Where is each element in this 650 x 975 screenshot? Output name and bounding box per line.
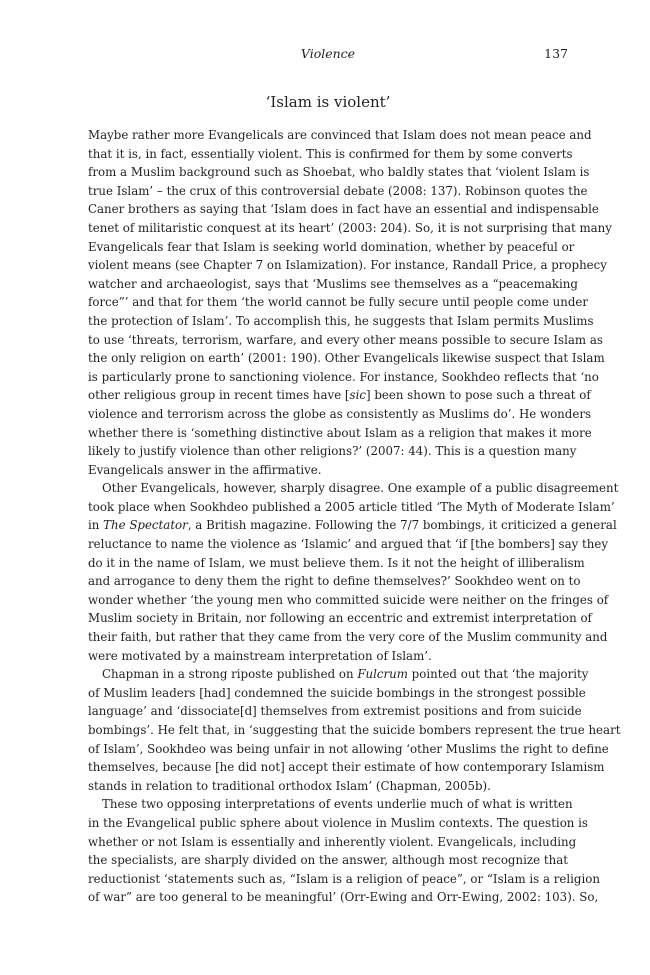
text-line xyxy=(88,275,578,294)
paragraph xyxy=(88,665,621,795)
text-line xyxy=(88,888,599,907)
text-line xyxy=(88,684,586,703)
text-run: in the Evangelical public sphere about violence in Muslim contexts. The question is xyxy=(88,815,588,830)
text-run: likely to justify violence than other religions?’ (2007: 44). This is a question many xyxy=(88,444,577,459)
section-heading: ‘Islam is violent’ xyxy=(265,93,391,111)
text-line xyxy=(88,740,609,759)
paragraph xyxy=(88,126,612,479)
text-run: tenet of militaristic conquest at its heart’ (2003: 204). So, it is not surprising that many xyxy=(88,220,612,235)
text-line xyxy=(88,442,577,461)
text-run: the specialists, are sharply divided on the answer, although most recognize that xyxy=(88,853,568,868)
text-line xyxy=(88,758,605,777)
text-run: true Islam’ – the crux of this controversial debate (2008: 137). Robinson quotes the xyxy=(88,183,588,198)
text-line xyxy=(88,554,585,573)
text-line xyxy=(88,126,592,145)
text-line xyxy=(88,647,568,666)
text-line xyxy=(88,870,600,889)
text-run: watcher and archaeologist, says that ‘Muslims see themselves as a “peacemaking xyxy=(88,276,578,291)
text-line xyxy=(88,851,568,870)
text-line xyxy=(88,572,581,591)
text-run: in xyxy=(88,518,104,533)
text-run: the only religion on earth’ (2001: 190). Other Evangelicals likewise suspect that Islam xyxy=(88,351,605,366)
text-line xyxy=(88,665,589,684)
text-line xyxy=(88,293,589,312)
text-line xyxy=(88,145,573,164)
text-run: themselves, because [he did not] accept their estimate of how contemporary Islamism xyxy=(88,760,605,775)
text-run: that it is, in fact, essentially violent. This is confirmed for them by some converts xyxy=(88,146,573,161)
text-line xyxy=(88,349,605,368)
text-run: whether or not Islam is essentially and inherently violent. Evangelicals, including xyxy=(88,834,577,849)
text-run: Evangelicals answer in the affirmative. xyxy=(88,462,322,477)
text-run: language’ and ‘dissociate[d] themselves from extremist positions and from suicide xyxy=(88,704,582,719)
text-run: , a British magazine. Following the 7/7 bombings, it criticized a general xyxy=(187,518,617,533)
text-line xyxy=(88,312,594,331)
text-run: Muslim society in Britain, nor following an eccentric and extremist interpretation of xyxy=(88,611,592,626)
text-line xyxy=(88,795,573,814)
text-run: the protection of Islam’. To accomplish this, he suggests that Islam permits Muslims xyxy=(88,313,594,328)
text-line xyxy=(88,163,590,182)
italic-text: The Spectator xyxy=(103,518,188,533)
text-line xyxy=(88,256,607,275)
text-run: These two opposing interpretations of events underlie much of what is written xyxy=(102,797,573,812)
text-line xyxy=(88,516,617,535)
text-line xyxy=(88,702,582,721)
text-run: bombings’. He felt that, in ‘suggesting that the suicide bombers represent the true heart xyxy=(88,723,621,737)
text-line xyxy=(88,405,592,424)
text-line xyxy=(88,628,608,647)
paragraph xyxy=(88,479,619,665)
text-run: do it in the name of Islam, we must believe them. Is it not the height of illiberalism xyxy=(88,555,585,570)
text-run: reluctance to name the violence as ‘Islamic’ and argued that ‘if [the bombers] say they xyxy=(88,537,609,552)
text-run: their faith, but rather that they came from the very core of the Muslim community and xyxy=(88,630,608,645)
text-run: of Islam’, Sookhdeo was being unfair in not allowing ‘other Muslims the right to define xyxy=(88,741,609,756)
text-run: to use ‘threats, terrorism, warfare, and every other means possible to secure Islam as xyxy=(88,332,603,347)
text-run: force”’ and that for them ‘the world cannot be fully secure until people come under xyxy=(88,295,589,310)
text-run: were motivated by a mainstream interpretation of Islam’. xyxy=(88,648,432,663)
italic-text: Fulcrum xyxy=(357,667,408,682)
text-run: is particularly prone to sanctioning violence. For instance, Sookhdeo reflects that ‘no xyxy=(88,369,599,384)
text-line xyxy=(88,814,588,833)
text-run: and arrogance to deny them the right to define themselves?’ Sookhdeo went on to xyxy=(88,574,581,589)
text-run: pointed out that ‘the majority xyxy=(407,667,589,682)
text-line xyxy=(88,386,591,405)
text-line xyxy=(88,479,619,498)
text-run: Evangelicals fear that Islam is seeking world domination, whether by peaceful or xyxy=(88,239,575,254)
text-run: reductionist ‘statements such as, “Islam is a religion of peace”, or “Islam is a religion xyxy=(88,871,600,886)
body-text xyxy=(88,126,621,907)
text-line xyxy=(88,591,609,610)
text-run: other religious group in recent times have [ xyxy=(88,388,350,403)
text-line xyxy=(88,331,603,350)
text-run: Maybe rather more Evangelicals are convinced that Islam does not mean peace and xyxy=(88,128,592,142)
text-run: Chapman in a strong riposte published on xyxy=(102,667,358,682)
text-run: from a Muslim background such as Shoebat, who baldly states that ‘violent Islam is xyxy=(88,165,590,180)
paragraph xyxy=(88,795,600,907)
text-run: stands in relation to traditional orthodox Islam’ (Chapman, 2005b). xyxy=(88,778,491,793)
text-run: Caner brothers as saying that ‘Islam does in fact have an essential and indispensable xyxy=(88,202,599,217)
text-line xyxy=(88,777,568,796)
running-head-title: Violence xyxy=(300,46,356,61)
text-run: Other Evangelicals, however, sharply disagree. One example of a public disagreement xyxy=(102,481,619,496)
text-line xyxy=(88,219,612,238)
text-line xyxy=(88,609,592,628)
italic-text: sic xyxy=(349,388,366,403)
text-line xyxy=(88,182,588,201)
text-run: of war” are too general to be meaningful’ (Orr-Ewing and Orr-Ewing, 2002: 103). So, xyxy=(88,890,599,905)
text-run: took place when Sookhdeo published a 2005 article titled ‘The Myth of Moderate Islam’ xyxy=(88,499,615,514)
text-line xyxy=(88,833,577,852)
text-line xyxy=(88,200,599,219)
text-line xyxy=(88,368,599,387)
page-number: 137 xyxy=(544,46,568,61)
text-run: of Muslim leaders [had] condemned the suicide bombings in the strongest possible xyxy=(88,685,586,700)
text-line xyxy=(88,424,592,443)
running-head xyxy=(88,44,568,64)
text-run: violent means (see Chapter 7 on Islamization). For instance, Randall Price, a prophecy xyxy=(88,258,607,273)
text-run: violence and terrorism across the globe as consistently as Muslims do’. He wonders xyxy=(88,406,592,421)
text-line xyxy=(88,461,568,480)
text-run: wonder whether ‘the young men who committed suicide were neither on the fringes of xyxy=(88,592,609,607)
text-run: whether there is ‘something distinctive about Islam as a religion that makes it more xyxy=(88,425,592,440)
text-line xyxy=(88,721,621,740)
text-line xyxy=(88,498,615,517)
text-run: ] been shown to pose such a threat of xyxy=(365,388,591,403)
text-line xyxy=(88,238,575,257)
text-line xyxy=(88,535,609,554)
